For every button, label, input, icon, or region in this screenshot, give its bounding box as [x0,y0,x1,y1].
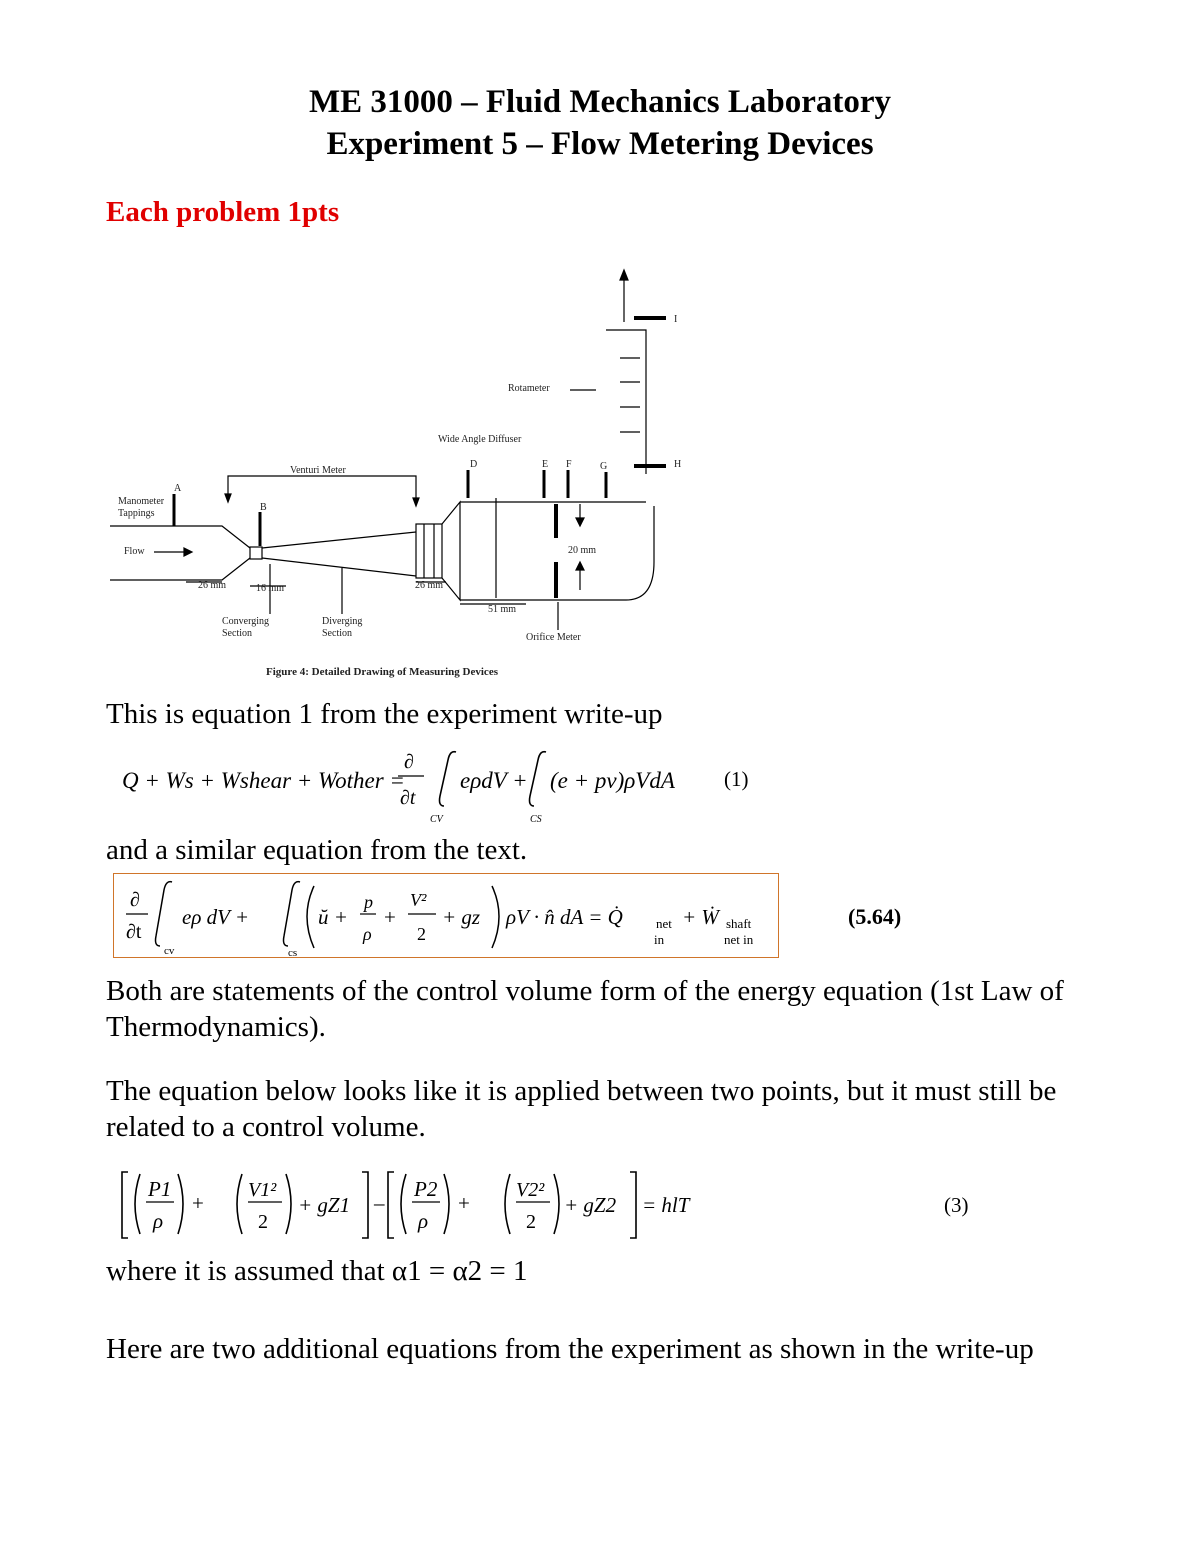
label-point-i: I [674,314,678,325]
label-point-a: A [174,483,182,494]
svg-text:V²: V² [410,890,427,910]
measuring-devices-figure [110,262,710,682]
equation-3 [118,1164,988,1244]
additional-equations-text: Here are two additional equations from the experiment as shown in the write-up [106,1333,1034,1365]
svg-text:+: + [384,905,396,929]
label-point-b: B [260,502,267,513]
assumption-text: where it is assumed that α1 = α2 = 1 [106,1255,528,1287]
svg-text:net in: net in [724,932,754,947]
two-points-text: The equation below looks like it is applied between two points, but it must still be related to a control volume. [106,1075,1057,1143]
svg-text:+ gZ1: + gZ1 [298,1193,351,1217]
svg-text:∂: ∂ [404,751,414,773]
svg-text:+: + [458,1191,470,1215]
eq3-number: (3) [944,1193,969,1217]
eq1-number: (1) [724,767,749,791]
label-point-h: H [674,459,682,470]
svg-text:+ gZ2: + gZ2 [564,1193,617,1217]
intro-eq1-text: This is equation 1 from the experiment write-up [106,698,663,730]
svg-text:V2²: V2² [516,1179,545,1201]
label-point-f: F [566,459,572,470]
label-orifice-meter: Orifice Meter [526,632,581,643]
svg-text:P1: P1 [148,1177,172,1201]
equation-5-64 [118,876,918,956]
svg-text:2: 2 [417,924,426,944]
svg-text:ρ: ρ [418,1209,429,1233]
svg-text:ρ: ρ [153,1209,164,1233]
label-dim-26-inlet: 26 mm [198,580,227,591]
svg-text:2: 2 [526,1211,536,1233]
svg-text:eρ dV +: eρ dV + [182,905,250,929]
label-diverging-section: Section [322,628,352,639]
svg-text:+: + [192,1191,204,1215]
eq564-number: (5.64) [848,904,902,929]
svg-text:V1²: V1² [248,1179,277,1201]
label-point-g: G [600,461,608,472]
svg-text:ρ: ρ [363,924,372,944]
equation-1 [118,744,758,824]
label-wide-angle-diffuser: Wide Angle Diffuser [438,434,522,445]
svg-text:(e + pv)ρVdA: (e + pv)ρVdA [550,768,675,793]
label-dim-51: 51 mm [488,604,517,615]
svg-text:shaft: shaft [726,916,752,931]
label-converging-section: Section [222,628,252,639]
label-converging: Converging [222,616,270,627]
label-manometer: Manometer [118,496,165,507]
svg-text:net: net [656,916,672,931]
svg-text:∂t: ∂t [400,787,416,809]
svg-text:Q + Ws + Wshear + Wother =: Q + Ws + Wshear + Wother = [122,768,405,793]
experiment-title: Experiment 5 – Flow Metering Devices [326,126,874,162]
svg-text:∂: ∂ [130,889,140,911]
label-dim-26-outlet: 26 mm [415,580,444,591]
svg-text:2: 2 [258,1211,268,1233]
label-point-e: E [542,459,549,470]
svg-text:ŭ +: ŭ + [318,905,348,929]
label-dim-20: 20 mm [568,545,597,556]
svg-text:= hlT: = hlT [642,1193,690,1217]
svg-text:cv: cv [164,945,175,956]
label-tappings: Tappings [118,508,155,519]
label-flow: Flow [124,546,145,557]
figure-caption: Figure 4: Detailed Drawing of Measuring Devices [266,666,498,678]
svg-text:+ gz: + gz [442,905,481,929]
svg-text:eρdV +: eρdV + [460,768,528,793]
label-dim-16: 16 mm [256,583,285,594]
svg-text:cs: cs [288,947,298,956]
svg-text:P2: P2 [414,1177,438,1201]
course-title: ME 31000 – Fluid Mechanics Laboratory [308,84,892,120]
grading-note: Each problem 1pts [106,196,340,228]
intro-text-eq: and a similar equation from the text. [106,834,528,866]
svg-text:–: – [374,1191,385,1215]
svg-text:+ Ẇ: + Ẇ [682,905,719,929]
label-venturi-meter: Venturi Meter [290,465,346,476]
label-point-d: D [470,459,478,470]
svg-text:ρV · n̂ dA = Q̇: ρV · n̂ dA = Q̇ [506,905,623,929]
svg-text:p: p [364,892,373,912]
both-statements-text: Both are statements of the control volume form of the energy equation (1st Law of Thermodynamics). [106,975,1064,1043]
label-rotameter: Rotameter [508,383,550,394]
svg-text:in: in [654,932,665,947]
svg-text:CV: CV [430,814,443,824]
label-diverging: Diverging [322,616,363,627]
svg-text:CS: CS [530,814,542,824]
svg-text:∂t: ∂t [126,921,142,943]
